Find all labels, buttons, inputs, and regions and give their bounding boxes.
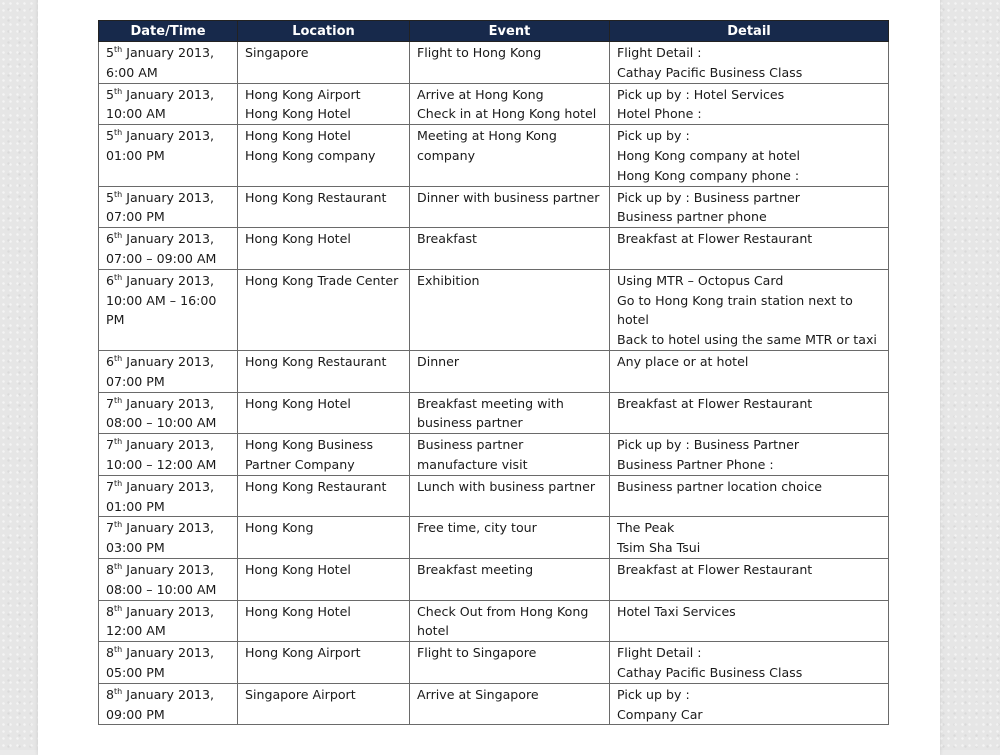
date-month-year: January 2013,: [122, 395, 215, 411]
header-event: Event: [410, 21, 610, 42]
location-line: Hong Kong company: [245, 147, 376, 163]
event-line: Arrive at Hong Kong: [417, 86, 544, 102]
location-line: Hong Kong Hotel: [245, 395, 351, 411]
time-text: 09:00 PM: [106, 706, 165, 722]
location-line: Hong Kong Restaurant: [245, 478, 387, 494]
date-ordinal-suffix: th: [114, 395, 123, 405]
table-row: [99, 186, 889, 228]
location-cell: [238, 125, 410, 186]
detail-cell: [610, 42, 889, 84]
detail-cell: [610, 558, 889, 600]
location-line: Hong Kong Restaurant: [245, 189, 387, 205]
date-line: [106, 477, 231, 497]
date-time-cell: [99, 642, 238, 684]
detail-line: Hong Kong company at hotel: [617, 147, 801, 163]
cropped-heading-fragment: [96, 0, 418, 4]
location-line: Singapore Airport: [245, 686, 356, 702]
table-row: [99, 350, 889, 392]
header-detail: Detail: [610, 21, 889, 42]
location-cell: [238, 600, 410, 642]
header-date-time: Date/Time: [99, 21, 238, 42]
date-time-cell: [99, 475, 238, 517]
date-line: [106, 643, 231, 663]
date-line: [106, 435, 231, 455]
table-row: [99, 600, 889, 642]
detail-line: Company Car: [617, 706, 703, 722]
time-text: 08:00 – 10:00 AM: [106, 581, 217, 597]
event-line: Lunch with business partner: [417, 478, 596, 494]
location-cell: [238, 228, 410, 270]
detail-cell: [610, 392, 889, 434]
date-ordinal-suffix: th: [114, 128, 123, 138]
time-text: 10:00 AM: [106, 106, 166, 122]
detail-cell: [610, 642, 889, 684]
date-time-cell: [99, 600, 238, 642]
date-day: 7: [106, 520, 115, 536]
date-day: 8: [106, 645, 115, 661]
date-day: 5: [106, 45, 115, 60]
date-month-year: January 2013,: [122, 86, 215, 102]
event-cell: [410, 434, 610, 476]
location-line: Hong Kong Hotel: [245, 603, 351, 619]
location-line: Hong Kong Airport: [245, 645, 361, 661]
location-cell: [238, 434, 410, 476]
location-line: Hong Kong Airport: [245, 86, 361, 102]
date-day: 8: [106, 686, 115, 702]
detail-line: Pick up by : Hotel Services: [617, 86, 785, 102]
detail-cell: [610, 517, 889, 559]
event-cell: [410, 125, 610, 186]
detail-cell: [610, 600, 889, 642]
location-cell: [238, 83, 410, 125]
date-day: 5: [106, 189, 115, 205]
table-row: [99, 42, 889, 84]
event-line: Exhibition: [417, 272, 480, 288]
date-day: 7: [106, 437, 115, 453]
detail-line: Flight Detail :: [617, 45, 702, 60]
date-ordinal-suffix: th: [114, 437, 123, 447]
detail-line: Tsim Sha Tsui: [617, 540, 701, 556]
table-row: [99, 642, 889, 684]
detail-cell: [610, 186, 889, 228]
location-cell: [238, 350, 410, 392]
date-time-cell: [99, 517, 238, 559]
date-time-cell: [99, 269, 238, 350]
header-location: Location: [238, 21, 410, 42]
location-cell: [238, 392, 410, 434]
time-text: 07:00 PM: [106, 373, 165, 389]
location-line: Hong Kong Hotel: [245, 128, 351, 144]
event-cell: [410, 600, 610, 642]
location-line: Hong Kong Hotel: [245, 231, 351, 247]
detail-line: Go to Hong Kong train station next to hotel: [617, 292, 853, 328]
itinerary-body: [99, 42, 889, 725]
date-month-year: January 2013,: [122, 128, 215, 144]
location-line: Hong Kong Trade Center: [245, 272, 399, 288]
date-day: 7: [106, 478, 115, 494]
time-text: 10:00 – 12:00 AM: [106, 456, 217, 472]
event-cell: [410, 186, 610, 228]
detail-line: Breakfast at Flower Restaurant: [617, 231, 813, 247]
event-line: Breakfast meeting: [417, 561, 534, 577]
table-row: [99, 125, 889, 186]
date-day: 6: [106, 353, 115, 369]
date-ordinal-suffix: th: [114, 520, 123, 530]
date-ordinal-suffix: th: [114, 645, 123, 655]
date-time-cell: [99, 683, 238, 725]
table-row: [99, 83, 889, 125]
event-line: Free time, city tour: [417, 520, 537, 536]
date-time-cell: [99, 392, 238, 434]
event-cell: [410, 42, 610, 84]
detail-line: Back to hotel using the same MTR or taxi: [617, 332, 877, 348]
table-row: [99, 228, 889, 270]
detail-line: Using MTR – Octopus Card: [617, 272, 784, 288]
date-line: [106, 685, 231, 705]
date-month-year: January 2013,: [122, 520, 215, 536]
location-cell: [238, 42, 410, 84]
detail-line: Cathay Pacific Business Class: [617, 64, 803, 80]
table-row: [99, 475, 889, 517]
event-line: Breakfast: [417, 231, 477, 247]
date-month-year: January 2013,: [122, 561, 215, 577]
detail-line: Pick up by : Business Partner: [617, 437, 800, 453]
detail-cell: [610, 125, 889, 186]
event-cell: [410, 83, 610, 125]
date-time-cell: [99, 558, 238, 600]
event-line: Business partner manufacture visit: [417, 437, 528, 472]
date-line: [106, 126, 231, 146]
date-line: [106, 271, 231, 291]
location-cell: [238, 269, 410, 350]
date-time-cell: [99, 42, 238, 84]
date-month-year: January 2013,: [122, 231, 215, 247]
detail-line: Any place or at hotel: [617, 353, 749, 369]
date-time-cell: [99, 350, 238, 392]
event-line: Dinner: [417, 353, 460, 369]
table-row: [99, 683, 889, 725]
location-cell: [238, 558, 410, 600]
date-day: 7: [106, 395, 115, 411]
date-month-year: January 2013,: [122, 686, 215, 702]
event-cell: [410, 392, 610, 434]
detail-line: Pick up by : Business partner: [617, 189, 800, 205]
event-cell: [410, 558, 610, 600]
event-line: Arrive at Singapore: [417, 686, 539, 702]
time-text: 07:00 – 09:00 AM: [106, 250, 217, 266]
detail-line: Flight Detail :: [617, 645, 702, 661]
date-ordinal-suffix: th: [114, 603, 123, 613]
event-line: Check Out from Hong Kong hotel: [417, 603, 589, 639]
location-cell: [238, 475, 410, 517]
detail-cell: [610, 475, 889, 517]
event-cell: [410, 269, 610, 350]
event-line: Check in at Hong Kong hotel: [417, 106, 597, 122]
date-ordinal-suffix: th: [114, 478, 123, 488]
location-cell: [238, 683, 410, 725]
date-line: [106, 85, 231, 105]
date-line: [106, 43, 231, 63]
detail-line: Cathay Pacific Business Class: [617, 664, 803, 680]
location-line: Hong Kong Hotel: [245, 106, 351, 122]
detail-line: Business partner location choice: [617, 478, 823, 494]
date-day: 8: [106, 561, 115, 577]
table-row: [99, 392, 889, 434]
location-cell: [238, 642, 410, 684]
header-row: [99, 21, 889, 42]
detail-line: Business Partner Phone :: [617, 456, 774, 472]
event-cell: [410, 475, 610, 517]
date-ordinal-suffix: th: [114, 189, 123, 199]
table-row: [99, 434, 889, 476]
date-line: [106, 560, 231, 580]
time-text: 6:00 AM: [106, 64, 158, 80]
event-cell: [410, 517, 610, 559]
table-row: [99, 558, 889, 600]
detail-cell: [610, 83, 889, 125]
date-time-cell: [99, 228, 238, 270]
detail-cell: [610, 683, 889, 725]
time-text: 01:00 PM: [106, 147, 165, 163]
date-month-year: January 2013,: [122, 437, 215, 453]
location-line: Hong Kong: [245, 520, 314, 536]
time-text: 01:00 PM: [106, 498, 165, 514]
date-ordinal-suffix: th: [114, 231, 123, 241]
event-cell: [410, 642, 610, 684]
event-line: Flight to Hong Kong: [417, 45, 542, 60]
location-line: Hong Kong Business Partner Company: [245, 437, 374, 472]
event-line: Breakfast meeting with business partner: [417, 395, 564, 431]
event-line: Dinner with business partner: [417, 189, 600, 205]
date-time-cell: [99, 125, 238, 186]
date-ordinal-suffix: th: [114, 561, 123, 571]
date-ordinal-suffix: th: [114, 272, 123, 282]
date-line: [106, 394, 231, 414]
event-cell: [410, 350, 610, 392]
date-day: 6: [106, 272, 115, 288]
detail-cell: [610, 434, 889, 476]
date-day: 5: [106, 128, 115, 144]
date-line: [106, 229, 231, 249]
date-month-year: January 2013,: [122, 478, 215, 494]
date-ordinal-suffix: th: [114, 353, 123, 363]
date-line: [106, 352, 231, 372]
detail-cell: [610, 269, 889, 350]
table-row: [99, 269, 889, 350]
detail-line: Business partner phone: [617, 209, 767, 225]
location-line: Hong Kong Restaurant: [245, 353, 387, 369]
date-ordinal-suffix: th: [114, 86, 123, 96]
detail-cell: [610, 350, 889, 392]
date-month-year: January 2013,: [122, 353, 215, 369]
date-time-cell: [99, 186, 238, 228]
location-line: Hong Kong Hotel: [245, 561, 351, 577]
date-line: [106, 188, 231, 208]
date-time-cell: [99, 83, 238, 125]
detail-line: Hong Kong company phone :: [617, 167, 800, 183]
date-ordinal-suffix: th: [114, 686, 123, 696]
detail-line: The Peak: [617, 520, 675, 536]
event-cell: [410, 683, 610, 725]
table-row: [99, 517, 889, 559]
date-time-cell: [99, 434, 238, 476]
time-text: 07:00 PM: [106, 209, 165, 225]
detail-cell: [610, 228, 889, 270]
detail-line: Breakfast at Flower Restaurant: [617, 561, 813, 577]
date-month-year: January 2013,: [122, 603, 215, 619]
event-line: Flight to Singapore: [417, 645, 537, 661]
time-text: 10:00 AM – 16:00 PM: [106, 292, 217, 328]
detail-line: Hotel Phone :: [617, 106, 702, 122]
event-line: Meeting at Hong Kong company: [417, 128, 557, 163]
date-month-year: January 2013,: [122, 645, 215, 661]
date-month-year: January 2013,: [122, 45, 215, 60]
time-text: 08:00 – 10:00 AM: [106, 415, 217, 431]
detail-line: Hotel Taxi Services: [617, 603, 736, 619]
detail-line: Pick up by :: [617, 686, 690, 702]
date-month-year: January 2013,: [122, 189, 215, 205]
event-cell: [410, 228, 610, 270]
detail-line: Breakfast at Flower Restaurant: [617, 395, 813, 411]
date-day: 8: [106, 603, 115, 619]
location-cell: [238, 186, 410, 228]
time-text: 05:00 PM: [106, 664, 165, 680]
location-line: Singapore: [245, 45, 309, 60]
detail-line: Pick up by :: [617, 128, 690, 144]
date-line: [106, 602, 231, 622]
time-text: 03:00 PM: [106, 540, 165, 556]
location-cell: [238, 517, 410, 559]
time-text: 12:00 AM: [106, 623, 166, 639]
date-line: [106, 518, 231, 538]
date-month-year: January 2013,: [122, 272, 215, 288]
date-day: 6: [106, 231, 115, 247]
itinerary-table: [98, 20, 889, 725]
date-day: 5: [106, 86, 115, 102]
date-ordinal-suffix: th: [114, 45, 123, 54]
